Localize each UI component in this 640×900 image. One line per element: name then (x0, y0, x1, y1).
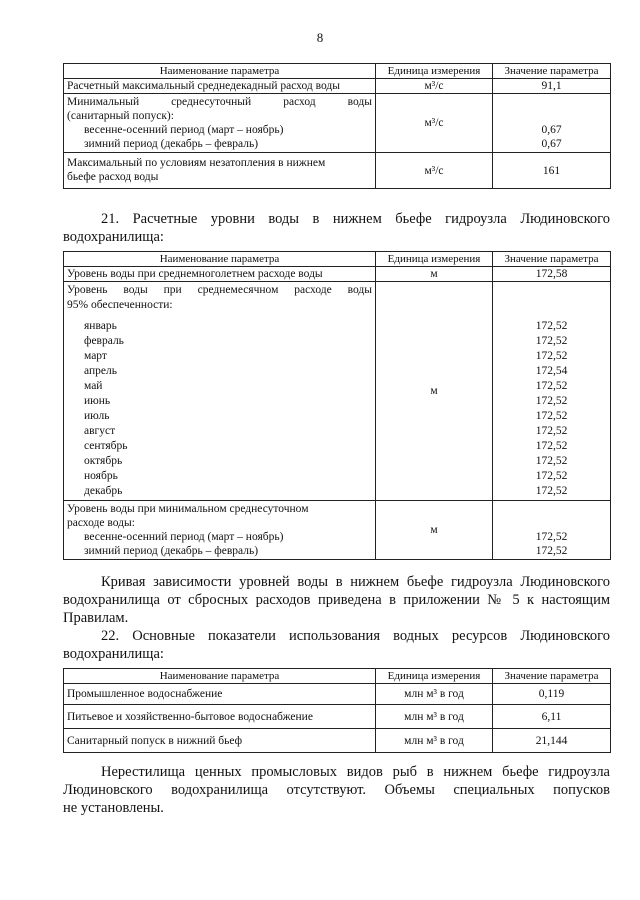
month-label: декабрь (84, 485, 123, 497)
param-value-line: 172,52 (535, 545, 568, 557)
param-name (64, 94, 376, 153)
paragraph-line: водохранилища: (63, 646, 164, 662)
water-use-table (63, 668, 611, 753)
discharge-table (63, 63, 611, 189)
param-value (493, 501, 611, 560)
param-name-line: бьефе расход воды (67, 171, 159, 183)
header-unit: Единица измерения (376, 252, 493, 267)
header-value: Значение параметра (493, 252, 611, 267)
month-value: 172,52 (535, 410, 568, 422)
header-value: Значение параметра (493, 64, 611, 79)
header-unit: Единица измерения (376, 64, 493, 79)
month-value: 172,52 (535, 440, 568, 452)
section-22-paragraph (63, 627, 610, 663)
month-label: июль (84, 410, 110, 422)
param-name: Уровень воды при среднемноголетнем расходе воды (64, 267, 376, 282)
param-name: Промышленное водоснабжение (64, 684, 376, 705)
month-value: 172,52 (535, 350, 568, 362)
table-row (64, 729, 611, 753)
param-unit: м (376, 282, 493, 501)
param-subitem: весенне-осенний период (март – ноябрь) (84, 124, 284, 136)
paragraph-line: Нерестилища ценных промысловых видов рыб в нижнем бьефе гидроузла (101, 764, 610, 780)
month-value: 172,52 (535, 395, 568, 407)
param-name: Санитарный попуск в нижний бьеф (64, 729, 376, 753)
param-unit: м³/с (376, 94, 493, 153)
param-value: 172,58 (493, 267, 611, 282)
header-parameter: Наименование параметра (64, 669, 376, 684)
month-label: август (84, 425, 116, 437)
param-unit: млн м³ в год (376, 684, 493, 705)
table-row (64, 94, 611, 153)
month-label: июнь (84, 395, 111, 407)
param-value: 161 (493, 153, 611, 189)
param-unit: м (376, 267, 493, 282)
water-levels-table (63, 251, 611, 560)
month-label: сентябрь (84, 440, 128, 452)
month-label: январь (84, 320, 117, 332)
param-value-line: 0,67 (541, 138, 562, 150)
param-name: Расчетный максимальный среднедекадный расход воды (64, 79, 376, 94)
month-label: март (84, 350, 107, 362)
param-unit: м³/с (376, 79, 493, 94)
section-21-paragraph (63, 210, 610, 246)
param-name-line: Максимальный по условиям незатопления в нижнем (67, 157, 326, 169)
table-row (64, 282, 611, 501)
param-subitem: зимний период (декабрь – февраль) (84, 138, 259, 150)
month-label: октябрь (84, 455, 123, 467)
table-row (64, 705, 611, 729)
header-value: Значение параметра (493, 669, 611, 684)
paragraph-line: водохранилища от сбросных расходов приведена в приложении № 5 к настоящим (63, 592, 610, 608)
param-value (493, 282, 611, 501)
param-value (493, 94, 611, 153)
paragraph-line: Кривая зависимости уровней воды в нижнем бьефе гидроузла Людиновского (101, 574, 610, 590)
param-subitem: зимний период (декабрь – февраль) (84, 545, 259, 557)
param-name-line: Уровень воды при минимальном среднесуточном (67, 503, 309, 515)
month-value: 172,52 (535, 470, 568, 482)
month-label: апрель (84, 365, 117, 377)
month-label: февраль (84, 335, 124, 347)
paragraph-line: Людиновского водохранилища отсутствуют. Объемы специальных попусков (63, 782, 610, 798)
table-row (64, 684, 611, 705)
param-name-line: Минимальный среднесуточный расход воды (67, 96, 372, 108)
page-number: 8 (316, 30, 324, 45)
table-row (64, 79, 611, 94)
table-row (64, 153, 611, 189)
paragraph-line: водохранилища: (63, 229, 164, 245)
month-value: 172,54 (535, 365, 568, 377)
paragraph-line: Правилам. (63, 610, 129, 626)
month-label: май (84, 380, 103, 392)
param-unit: млн м³ в год (376, 729, 493, 753)
curve-paragraph (63, 573, 610, 627)
param-value: 0,119 (493, 684, 611, 705)
param-name-line: Уровень воды при среднемесячном расходе воды (67, 284, 372, 296)
month-value: 172,52 (535, 320, 568, 332)
month-value: 172,52 (535, 485, 568, 497)
header-parameter: Наименование параметра (64, 64, 376, 79)
param-value: 91,1 (493, 79, 611, 94)
param-unit: м (376, 501, 493, 560)
param-subitem: весенне-осенний период (март – ноябрь) (84, 531, 284, 543)
table-row (64, 501, 611, 560)
table-header-row (64, 64, 611, 79)
param-value: 21,144 (493, 729, 611, 753)
month-value: 172,52 (535, 455, 568, 467)
param-name-line: расходе воды: (67, 517, 135, 529)
param-value: 6,11 (493, 705, 611, 729)
month-value: 172,52 (535, 380, 568, 392)
param-unit: м³/с (376, 153, 493, 189)
month-label: ноябрь (84, 470, 118, 482)
param-name (64, 153, 376, 189)
param-name (64, 282, 376, 501)
month-value: 172,52 (535, 425, 568, 437)
paragraph-line: не установлены. (63, 800, 164, 816)
param-value-line: 0,67 (541, 124, 562, 136)
param-name-line: 95% обеспеченности: (67, 299, 173, 311)
table-header-row (64, 252, 611, 267)
table-header-row (64, 669, 611, 684)
param-name: Питьевое и хозяйственно-бытовое водоснабжение (64, 705, 376, 729)
table-row (64, 267, 611, 282)
param-name (64, 501, 376, 560)
month-value: 172,52 (535, 335, 568, 347)
spawning-paragraph (63, 763, 610, 817)
header-parameter: Наименование параметра (64, 252, 376, 267)
param-unit: млн м³ в год (376, 705, 493, 729)
paragraph-line: 22. Основные показатели использования водных ресурсов Людиновского (101, 628, 610, 644)
paragraph-line: 21. Расчетные уровни воды в нижнем бьефе гидроузла Людиновского (101, 211, 610, 227)
header-unit: Единица измерения (376, 669, 493, 684)
param-name-line: (санитарный попуск): (67, 110, 174, 122)
param-value-line: 172,52 (535, 531, 568, 543)
